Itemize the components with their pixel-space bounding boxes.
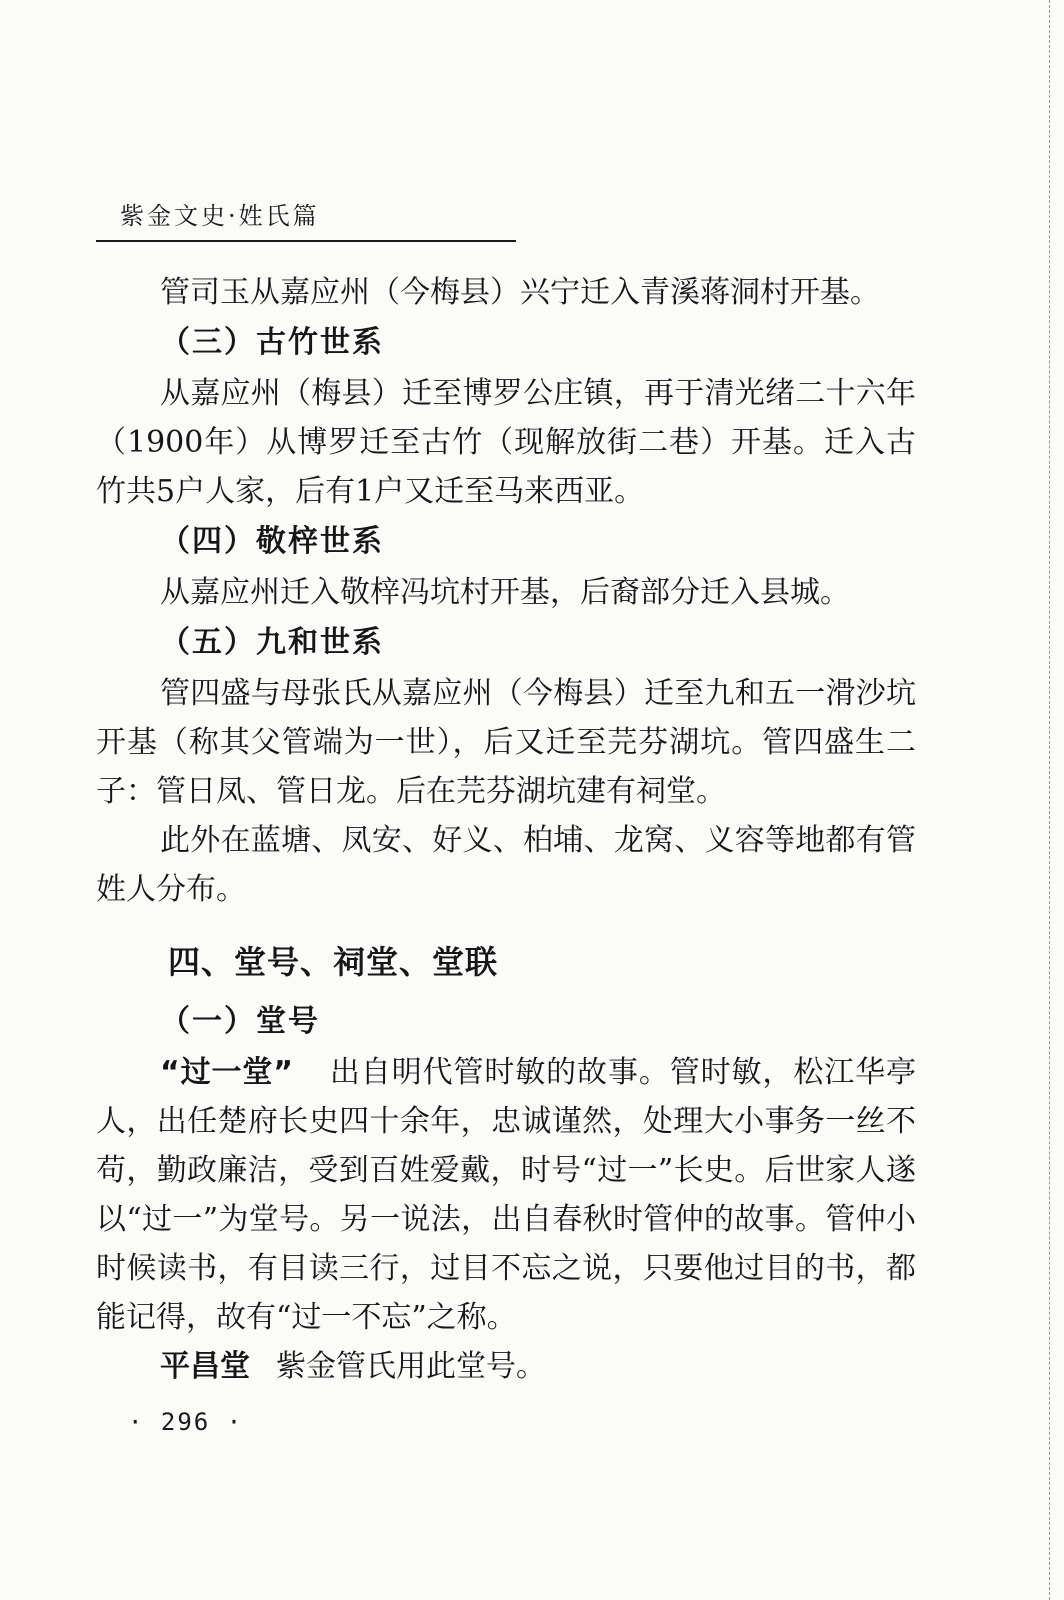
paragraph-guoyitang	[96, 1048, 916, 1342]
scan-edge-line	[1049, 0, 1050, 1600]
page-number: · 296 ·	[128, 1408, 244, 1436]
paragraph-pingchangtang-text: 紫金管氏用此堂号。	[276, 1349, 546, 1384]
paragraph-intro: 管司玉从嘉应州（今梅县）兴宁迁入青溪蒋洞村开基。	[160, 275, 880, 310]
paragraph-guzhu: 从嘉应州（梅县）迁至博罗公庄镇，再于清光绪二十六年（1900年）从博罗迁至古竹（现解放街二巷）开基。迁入古竹共5户人家，后有1户又迁至马来西亚。	[96, 376, 916, 509]
paragraph-pingchangtang	[96, 1342, 916, 1391]
subheading-guzhu: （三）古竹世系	[160, 325, 384, 360]
term-guoyitang: “过一堂”	[160, 1055, 294, 1090]
header-rule	[96, 240, 516, 242]
running-header: 紫金文史·姓氏篇	[120, 202, 320, 230]
subheading-jiuhe: （五）九和世系	[160, 625, 384, 660]
paragraph-jingzi: 从嘉应州迁入敬梓冯坑村开基，后裔部分迁入县城。	[160, 575, 850, 610]
term-pingchangtang: 平昌堂	[160, 1349, 250, 1384]
paragraph-jiuhe: 管四盛与母张氏从嘉应州（今梅县）迁至九和五一滑沙坑开基（称其父管端为一世），后又迁至芫芬湖坑。管四盛生二子：管日凤、管日龙。后在芫芬湖坑建有祠堂。	[96, 676, 916, 809]
paragraph-guoyitang-text: 出自明代管时敏的故事。管时敏，松江华亭人，出任楚府长史四十余年，忠诚谨然，处理大小事务一丝不苟，勤政廉洁，受到百姓爱戴，时号“过一”长史。后世家人遂以“过一”为堂号。另一说法，出自春秋时管仲的故事。管仲小时候读书，有目读三行，过目不忘之说，只要他过目的书，都能记得，故有“过一不忘”之称。	[96, 1055, 917, 1335]
subheading-tanghao: （一）堂号	[160, 1004, 320, 1039]
page-body	[96, 268, 916, 1391]
paragraph-other-places: 此外在蓝塘、凤安、好义、柏埔、龙窝、义容等地都有管姓人分布。	[96, 823, 916, 907]
subheading-jingzi: （四）敬梓世系	[160, 524, 384, 559]
section-heading: 四、堂号、祠堂、堂联	[168, 943, 499, 981]
